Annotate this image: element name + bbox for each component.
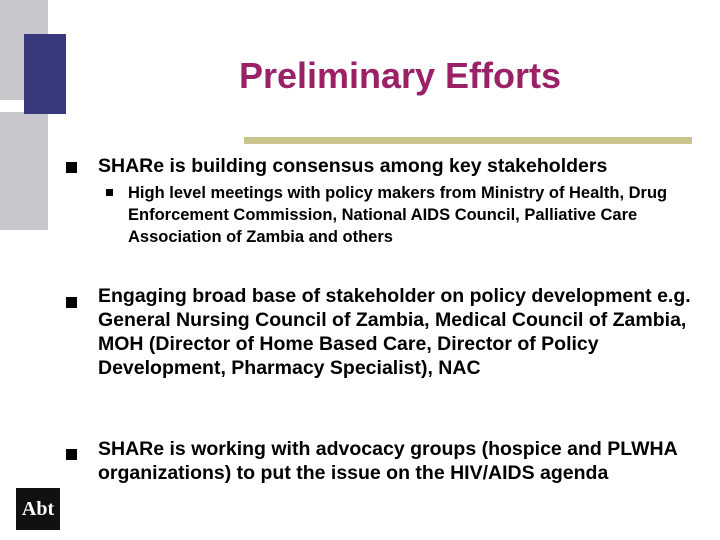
bullet-square-icon	[66, 297, 77, 308]
bullet-square-icon	[66, 162, 77, 173]
bullet-text: SHARe is working with advocacy groups (hospice and PLWHA organizations) to put the issue on the HIV/AIDS agenda	[98, 438, 677, 484]
bullet-text: Engaging broad base of stakeholder on policy development e.g. General Nursing Council of Zambia, Medical Council of Zambia, MOH (Director of Home Based Care, Director of Policy Development, Pharmacy Specialist), NAC	[98, 285, 691, 379]
title-underline-rule	[244, 137, 692, 144]
sub-bullet-square-icon	[106, 189, 113, 196]
decorative-gray-block-bottom	[0, 112, 48, 230]
bullet-text: SHARe is building consensus among key stakeholders	[98, 155, 608, 177]
abt-logo: Abt	[16, 488, 60, 530]
slide-title: Preliminary Efforts	[238, 55, 562, 96]
bullet-square-icon	[66, 449, 77, 460]
decorative-navy-block	[24, 34, 66, 114]
sub-bullet-text: High level meetings with policy makers from Ministry of Health, Drug Enforcement Commission, National AIDS Council, Palliative Care Association of Zambia and others	[128, 184, 668, 246]
